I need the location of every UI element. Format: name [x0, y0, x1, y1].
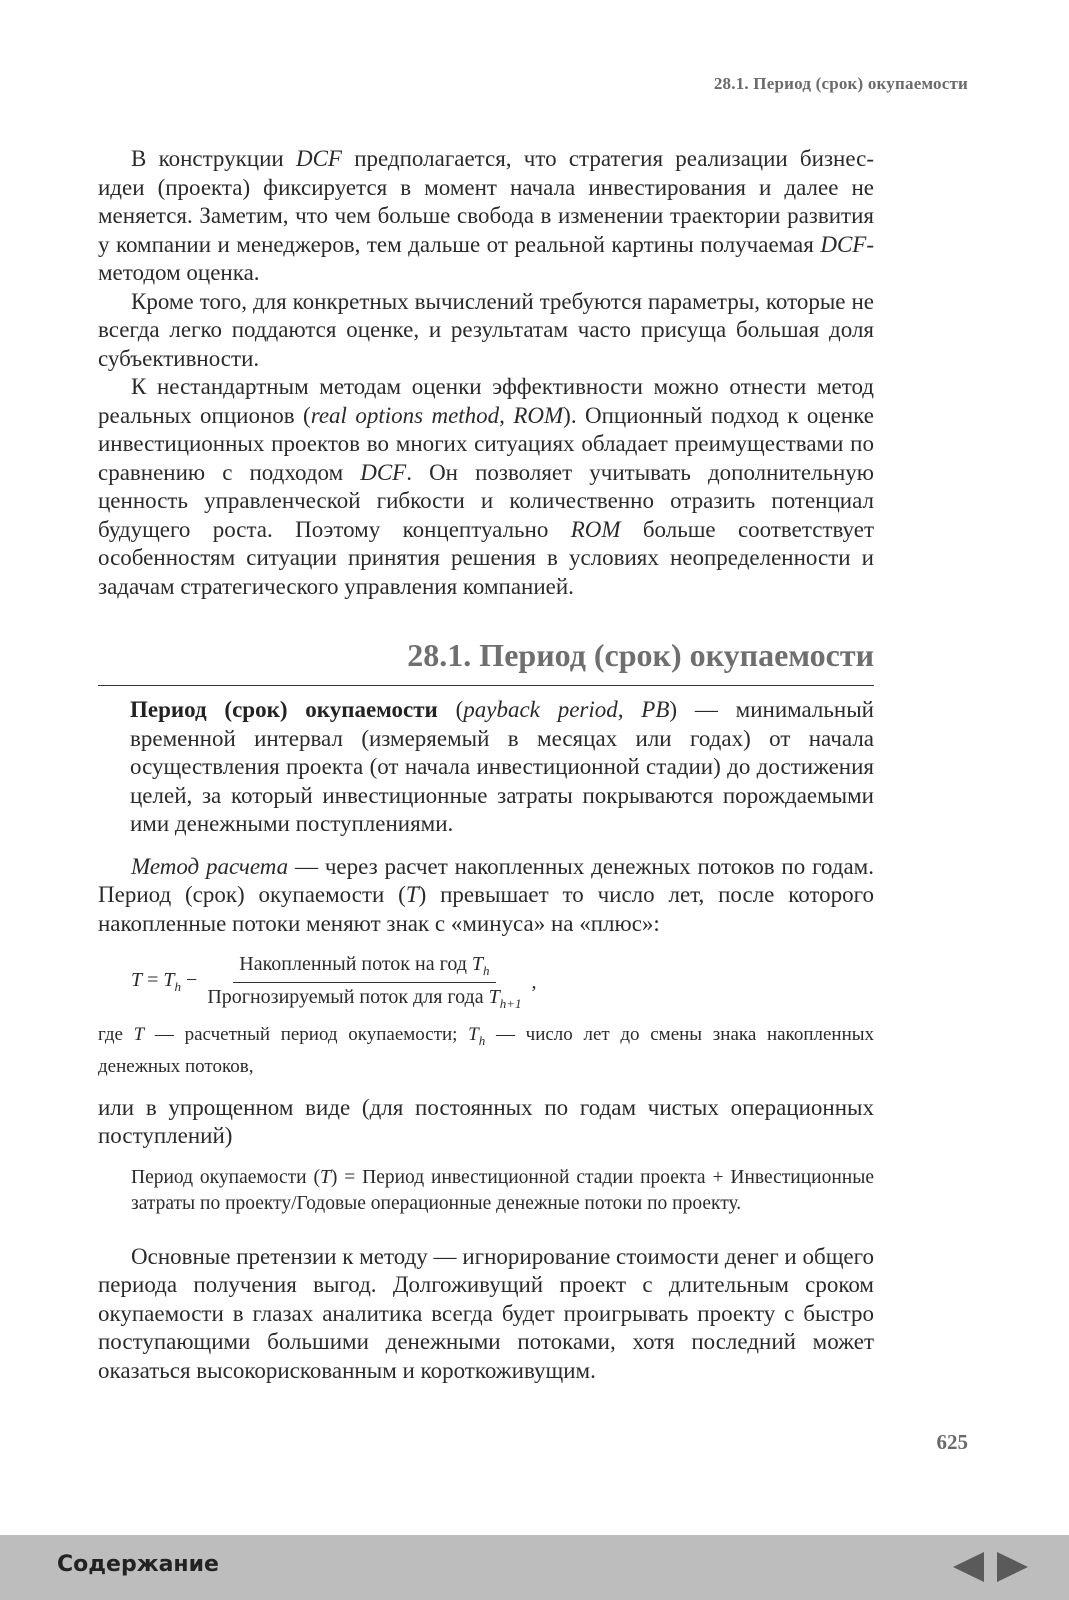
formula-var-th: T	[163, 969, 175, 991]
next-page-button[interactable]	[995, 1549, 1031, 1585]
numerator-sub: h	[483, 962, 490, 978]
text-run: В конструкции	[131, 146, 296, 171]
text-run: . Он позволяет учитывать дополнительную ценность управленческой гибкости и количественно отразить потенциал будущего роста. Поэтому концептуально	[98, 459, 874, 542]
criticism-paragraph: Основные претензии к методу — игнорирование стоимости денег и общего периода получения выгод. Долгоживущий проект с длительным сроком окупаемости в глазах аналитика всегда будет проигрывать проекту с быстро поступающими большими денежными потоками, хотя последний может оказаться высокорискованным и короткоживущим.	[98, 1243, 874, 1383]
section-title: 28.1. Период (срок) окупаемости	[407, 637, 874, 673]
text-run: — число лет до смены знака накопленных денежных потоков,	[98, 1024, 875, 1077]
text-run: (	[437, 697, 464, 722]
text-run: больше соответствует особенностям ситуации принятия решения в условиях неопределенности и задачам стратегического управления компанией.	[98, 516, 874, 599]
text-run: где	[98, 1024, 134, 1045]
table-of-contents-link[interactable]: Содержание	[57, 1552, 219, 1577]
previous-page-button[interactable]	[950, 1549, 986, 1585]
intro-paragraph-2: Кроме того, для конкретных вычислений требуются параметры, которые не всегда легко поддаются оценке, и результатам часто присуща большая доля субъективности.	[98, 288, 874, 371]
section-divider	[98, 685, 874, 686]
method-paragraph	[98, 853, 874, 939]
triangle-left-icon	[950, 1549, 986, 1585]
method-label: Метод расчета	[131, 853, 289, 879]
numerator-var: T	[471, 952, 484, 975]
formula-note	[98, 1022, 874, 1080]
simplified-intro: или в упрощенном виде (для постоянных по годам чистых операционных поступлений)	[98, 1094, 874, 1149]
text-run: К нестандартным методам оценки эффективности можно отнести метод реальных опционов (	[98, 374, 874, 428]
variable-th: T	[468, 1024, 479, 1045]
page-content	[98, 145, 874, 1408]
term-dcf: DCF	[820, 231, 867, 257]
denominator-sub: h+1	[499, 995, 522, 1011]
formula-equals: =	[142, 969, 164, 991]
formula-numerator	[233, 953, 495, 983]
definition-term-en: payback period, PB	[463, 697, 670, 722]
term-dcf: DCF	[360, 459, 407, 485]
formula-sub-h: h	[174, 979, 182, 994]
term-rom: ROM	[570, 516, 621, 542]
variable-t: T	[405, 882, 419, 907]
text-run: ) превышает то число лет, после которого накопленные потоки меняют знак с «минуса» на «плюс»:	[98, 882, 875, 936]
text-run: — через расчет накопленных денежных потоков по годам. Период (срок) окупаемости (	[98, 853, 874, 907]
text-run: ). Опционный подход к оценке инвестиционных проектов во многих ситуациях обладает преимуществами по сравнению с подходом	[98, 402, 874, 485]
sub-h: h	[478, 1032, 486, 1048]
text-run: -методом оценка.	[98, 231, 874, 285]
navigation-bar	[0, 1535, 1069, 1600]
text-run: Период окупаемости (	[131, 1166, 320, 1188]
text-run: ) — минимальный временной интервал (измеряемый в месяцах или годах) от начала осуществления проекта (от начала инвестиционной стадии) до достижения целей, за который инвестиционные затраты покрываются порождаемыми ими денежными поступлениями.	[130, 697, 874, 836]
formula-minus: −	[181, 969, 198, 991]
text-run: предполагается, что стратегия реализации бизнес-идеи (проекта) фиксируется в момент начала инвестирования и далее не меняется. Заметим, что чем больше свобода в изменении траектории развития у компании и менеджеров, тем дальше от реальной картины получаемая	[98, 146, 874, 257]
denominator-var: T	[488, 985, 500, 1008]
term-rom-en: real options method, ROM	[310, 402, 564, 428]
definition-term: Период (срок) окупаемости	[130, 697, 438, 722]
simplified-formula	[131, 1165, 874, 1217]
triangle-right-icon	[995, 1549, 1031, 1585]
payback-formula	[131, 950, 874, 1014]
term-dcf: DCF	[295, 146, 342, 171]
intro-paragraph-1	[98, 145, 874, 288]
formula-lhs	[131, 969, 197, 995]
intro-paragraph-3	[98, 373, 874, 601]
numerator-text: Накопленный поток на год	[239, 952, 472, 975]
page-number: 625	[936, 1430, 968, 1454]
variable-t: T	[133, 1024, 145, 1045]
denominator-text: Прогнозируемый поток для года	[207, 985, 489, 1008]
variable-t: T	[319, 1166, 331, 1188]
text-run: — расчетный период окупаемости;	[144, 1024, 469, 1045]
formula-denominator	[201, 983, 527, 1012]
definition-block	[130, 696, 874, 839]
text-run: ) = Период инвестиционной стадии проекта + Инвестиционные затраты по проекту/Годовые операционные денежные потоки по проекту.	[131, 1166, 874, 1214]
formula-fraction	[201, 953, 527, 1012]
formula-comma: ,	[531, 970, 537, 993]
running-header: 28.1. Период (срок) окупаемости	[713, 74, 968, 93]
formula-var-t: T	[131, 969, 143, 991]
